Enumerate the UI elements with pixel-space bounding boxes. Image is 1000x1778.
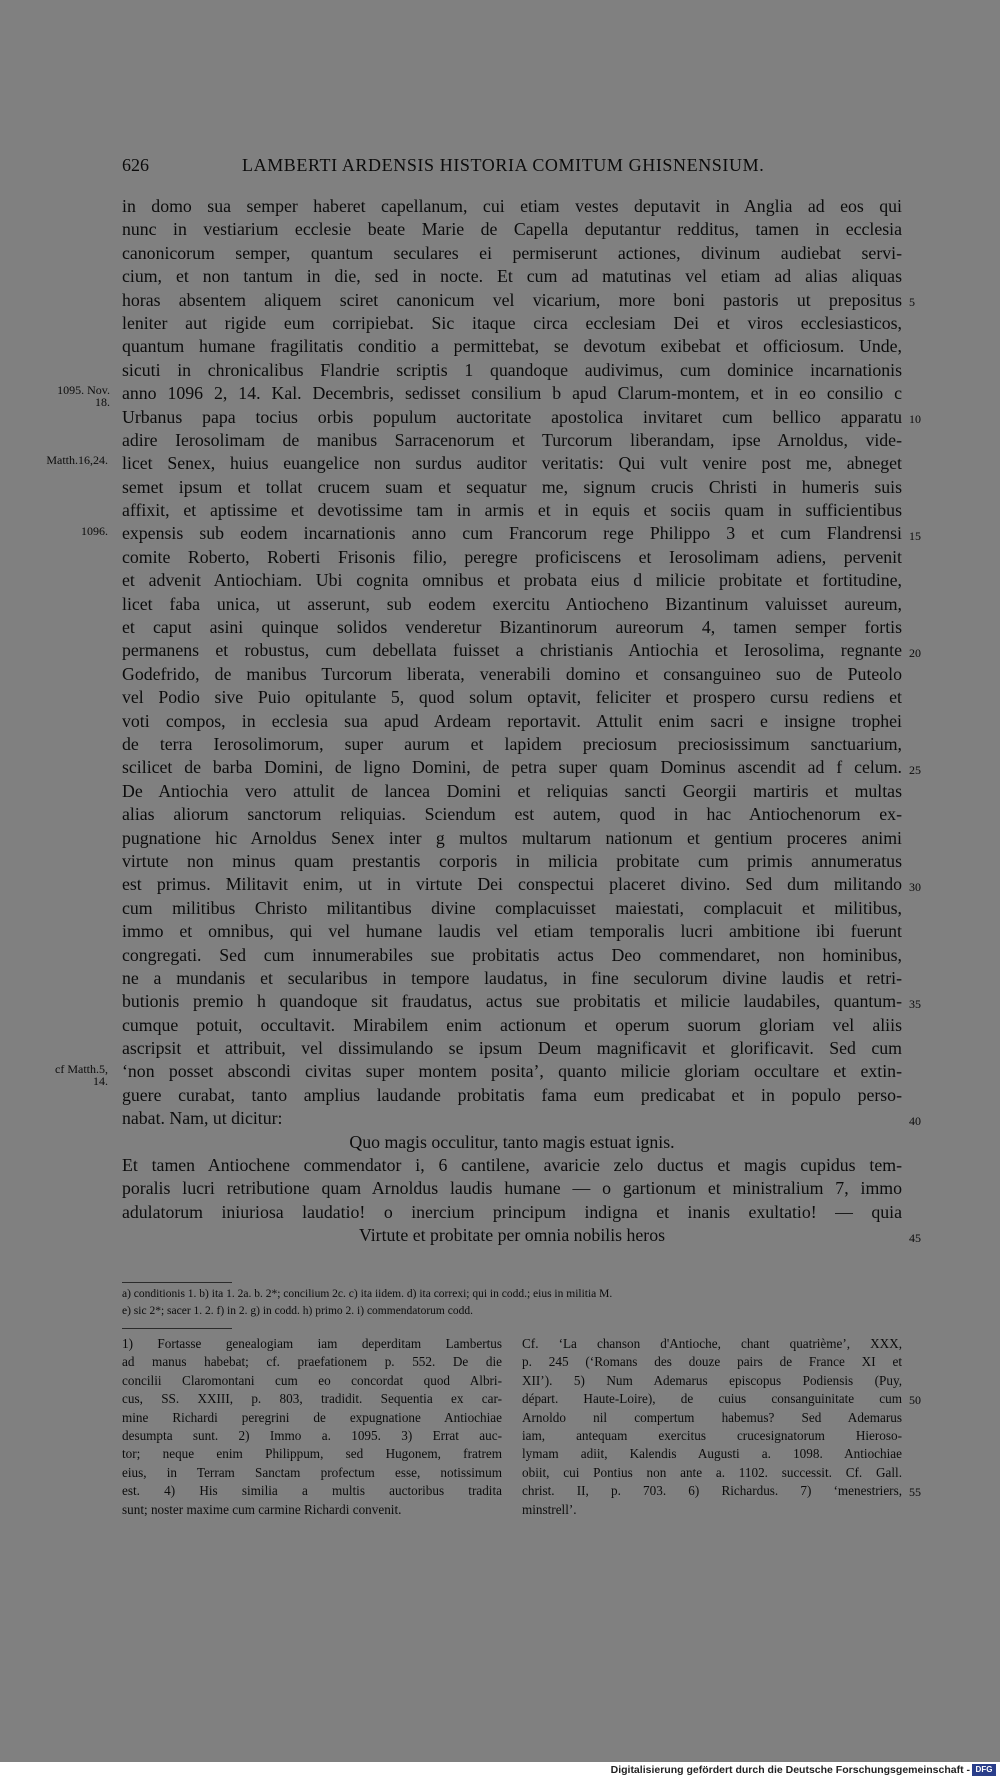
line-number: 55: [909, 1485, 921, 1500]
footer-credit: Digitalisierung gefördert durch die Deutsche Forschungsgemeinschaft -: [610, 1764, 970, 1776]
footnote-line: p. 245 (‘Romans des douze pairs de France XI et: [522, 1354, 902, 1370]
footnote-line: XII’). 5) Num Ademarus episcopus Podiensis (Puy,: [522, 1372, 902, 1388]
footnote-line: concilii Claromontani cum eo concordat quod Albri-: [122, 1372, 502, 1388]
text-line: nabat. Nam, ut dicitur:: [122, 1108, 283, 1129]
footnote-line: Arnoldo nil compertum habemus? Sed Ademarus: [522, 1409, 902, 1425]
text-line: sicuti in chronicalibus Flandrie scriptis 1 quandoque audivimus, cum dominice incarnationis: [122, 359, 902, 380]
text-line: virtute non minus quam prestantis corporis in milicia probitate cum primis annumeratus: [122, 850, 902, 871]
footnote-line: Cf. ‘La chanson d'Antioche, chant quatrième’, XXX,: [522, 1336, 902, 1351]
text-line: guere curabat, tanto amplius laudande probitatis fama eum predicabat et in populo perso-: [122, 1084, 902, 1105]
margin-note: Matth.16,24.: [46, 453, 108, 468]
critical-apparatus: [122, 1286, 902, 1320]
text-line: ne a mundanis et secularibus in tempore laudatus, in fine seculorum divine laudis et retri-: [122, 967, 902, 988]
running-title: LAMBERTI ARDENSIS HISTORIA COMITUM GHISNENSIUM.: [242, 155, 765, 175]
footnote-line: départ. Haute-Loire), de cuius consanguinitate cum: [522, 1391, 902, 1407]
text-line: scilicet de barba Domini, de ligno Domini, de petra super quam Dominus ascendit ad f celum.: [122, 757, 902, 778]
text-line: comite Roberto, Roberti Frisonis filio, peregre proficiscens et Ierosolimam adiens, pervenit: [122, 546, 902, 567]
footnote-line: cus, SS. XXIII, p. 803, tradidit. Sequentia ex car-: [122, 1391, 502, 1407]
text-line: Godefrido, de manibus Turcorum liberata, venerabili domino et consanguineo suo de Puteolo: [122, 663, 902, 684]
text-line: de terra Ierosolimorum, super aurum et lapidem preciosum preciosissimum sanctuarium,: [122, 733, 902, 754]
text-line: horas absentem aliquem sciret canonicum vel vicarium, more boni pastoris ut prepositus: [122, 289, 902, 310]
footnote-line: lymam adiit, Kalendis Augusti a. 1098. Antiochiae: [522, 1446, 902, 1462]
line-number: 5: [909, 294, 915, 309]
text-line: cium, et non tantum in die, sed in nocte. Et cum ad matutinas vel etiam ad alias aliquas: [122, 266, 902, 287]
main-text: [122, 195, 902, 1248]
apparatus-line: a) conditionis 1. b) ita 1. 2a. b. 2*; concilium 2c. c) ita iidem. d) ita correxi; qui in codd.; eius in militia M.: [122, 1288, 613, 1300]
text-line: ascripsit et attribuit, vel dissimulando se ipsum Deum magnificavit et glorificavit. Sed cum: [122, 1038, 902, 1059]
text-line: anno 1096 2, 14. Kal. Decembris, sedisset consilium b apud Clarum-montem, et in eo consilio c: [122, 383, 902, 404]
text-line: De Antiochia vero attulit de lancea Domini et reliquias sancti Georgii martiris et multas: [122, 780, 902, 801]
footnote-line: mine Richardi peregrini de expugnatione Antiochiae: [122, 1409, 502, 1425]
line-number: 35: [909, 996, 921, 1011]
text-line: immo et omnibus, qui vel humane laudis vel etiam temporalis lucri ambitione ibi fuerunt: [122, 921, 902, 942]
text-line: poralis lucri retributione quam Arnoldus laudis humane — o gartionum et ministralium 7, immo: [122, 1178, 902, 1199]
footnote-line: est. 4) His similia a multis auctoribus tradita: [122, 1483, 502, 1499]
page-number: 626: [122, 155, 149, 175]
separator-rule: [122, 1328, 232, 1329]
text-line: et advenit Antiochiam. Ubi cognita omnibus et probata eius d milicie probitate et fortitudine,: [122, 570, 902, 591]
text-line: alias aliorum sanctorum reliquias. Sciendum est autem, quod in hac Antiochenorum ex-: [122, 804, 902, 825]
text-line: semet ipsum et tollat crucem suam et sequatur me, signum crucis Christi in humeris suis: [122, 476, 902, 497]
text-line: affixit, et aptissime et devotissime tam in armis et in equis et sociis quam in sufficientibus: [122, 500, 902, 521]
footnote-line: 1) Fortasse genealogiam iam deperditam Lambertus: [122, 1336, 502, 1351]
line-number: 25: [909, 762, 921, 777]
text-line: butionis premio h quandoque sit fraudatus, actus sue probitatis et milicie laudabiles, quantum-: [122, 991, 902, 1012]
text-line: adulatorum iniuriosa laudatio! o inercium principum indigna et inanis exultatio! — quia: [122, 1201, 902, 1222]
text-line: adire Ierosolimam de manibus Sarracenorum et Turcorum liberandam, ipse Arnoldus, vide-: [122, 429, 902, 450]
text-line: cumque potuit, occultavit. Mirabilem enim actionum et operum suorum gloriam vel aliis: [122, 1014, 902, 1035]
footer-bar: [0, 1762, 1000, 1778]
text-line: canonicorum semper, quantum seculares ei permiserunt actiones, divinum audiebat servi-: [122, 242, 902, 263]
line-number: 50: [909, 1393, 921, 1408]
footnote-line: minstrell’.: [522, 1501, 577, 1517]
footnote-line: obiit, cui Pontius non ante a. 1102. successit. Cf. Gall.: [522, 1464, 902, 1480]
apparatus-line: e) sic 2*; sacer 1. 2. f) in 2. g) in codd. h) primo 2. i) commendatorum codd.: [122, 1305, 473, 1317]
line-number: 30: [909, 879, 921, 894]
margin-note: cf Matth.5, 14.: [55, 1061, 108, 1088]
footnote-line: tor; neque enim Philippum, sed Hugonem, fratrem: [122, 1446, 502, 1462]
text-line: Quo magis occulitur, tanto magis estuat ignis.: [349, 1131, 675, 1152]
running-header: [122, 155, 902, 181]
text-line: expensis sub eodem incarnationis anno cum Francorum rege Philippo 3 et cum Flandrensi: [122, 523, 902, 544]
footnotes-right-column: [522, 1335, 902, 1519]
text-line: in domo sua semper haberet capellanum, cui etiam vestes deputavit in Anglia ad eos qui: [122, 196, 902, 216]
margin-note: 1095. Nov. 18.: [57, 383, 110, 410]
text-line: est primus. Militavit enim, ut in virtute Dei conspectui placeret divino. Sed dum militando: [122, 874, 902, 895]
text-line: cum militibus Christo militantibus divine complacuisset maiestati, complacuit et militibus,: [122, 897, 902, 918]
text-line: Virtute et probitate per omnia nobilis heros: [358, 1225, 666, 1246]
dfg-logo: DFG: [972, 1764, 996, 1776]
footnote-line: ad manus habebat; cf. praefationem p. 552. De die: [122, 1354, 502, 1370]
footnotes-left-column: [122, 1335, 502, 1519]
text-line: Et tamen Antiochene commendator i, 6 cantilene, avaricie zelo ductus et magis cupidus tem-: [122, 1155, 902, 1176]
line-number: 15: [909, 528, 921, 543]
line-number: 40: [909, 1113, 921, 1128]
line-number: 10: [909, 411, 921, 426]
footnote-line: desumpta sunt. 2) Immo a. 1095. 3) Errat auc-: [122, 1427, 502, 1443]
footnote-line: eius, in Terram Sanctam profectum esse, notissimum: [122, 1464, 502, 1480]
footnote-line: christ. II, p. 703. 6) Richardus. 7) ‘menestriers,: [522, 1483, 902, 1499]
text-line: permanens et robustus, cum debellata fuisset a christianis Antiochia et Ierosolima, regnante: [122, 640, 902, 661]
text-line: nunc in vestiarium ecclesie beate Marie de Capella deputantur redditus, tamen in ecclesia: [122, 219, 902, 240]
text-line: voti compos, in ecclesia sua apud Ardeam reportavit. Attulit enim sacri e insigne trophei: [122, 710, 902, 731]
separator-rule: [122, 1282, 232, 1283]
text-line: pugnatione hic Arnoldus Senex inter g multos multarum nationum et gentium proceres animi: [122, 827, 902, 848]
text-line: congregati. Sed cum innumerabiles sue probitatis actus Deo commendaret, non hominibus,: [122, 944, 902, 965]
text-line: quantum humane fragilitatis conditio a permittebat, se devotum exibebat et officiosum. Unde,: [122, 336, 902, 357]
text-line: leniter aut rigide eum corripiebat. Sic itaque circa ecclesiam Dei et viros ecclesiasticos,: [122, 312, 902, 333]
line-number: 20: [909, 645, 921, 660]
text-line: licet Senex, huius euangelice non surdus auditor veritatis: Qui vult venire post me, abneget: [122, 453, 902, 474]
text-line: vel Podio sive Puio opitulante 5, quod solum optavit, feliciter et prospero cursu rediens et: [122, 687, 902, 708]
text-line: et caput asini quinque solidos venderetur Bizantinorum aureorum 4, tamen semper fortis: [122, 617, 902, 638]
text-line: licet faba unica, ut asserunt, sub eodem exercitu Antiocheno Bizantinum valuisset aureum,: [122, 593, 902, 614]
text-line: ‘non posset abscondi civitas super montem posita’, quanto milicie gloriam occultare et extin-: [122, 1061, 902, 1082]
line-number: 45: [909, 1230, 921, 1245]
text-line: Urbanus papa tocius orbis populum auctoritate apostolica invitaret cum bellico apparatu: [122, 406, 902, 427]
margin-note: 1096.: [81, 523, 108, 538]
footnote-line: sunt; noster maxime cum carmine Richardi convenit.: [122, 1501, 402, 1517]
footnote-line: iam, antequam exercitus crucesignatorum Hieroso-: [522, 1427, 902, 1443]
